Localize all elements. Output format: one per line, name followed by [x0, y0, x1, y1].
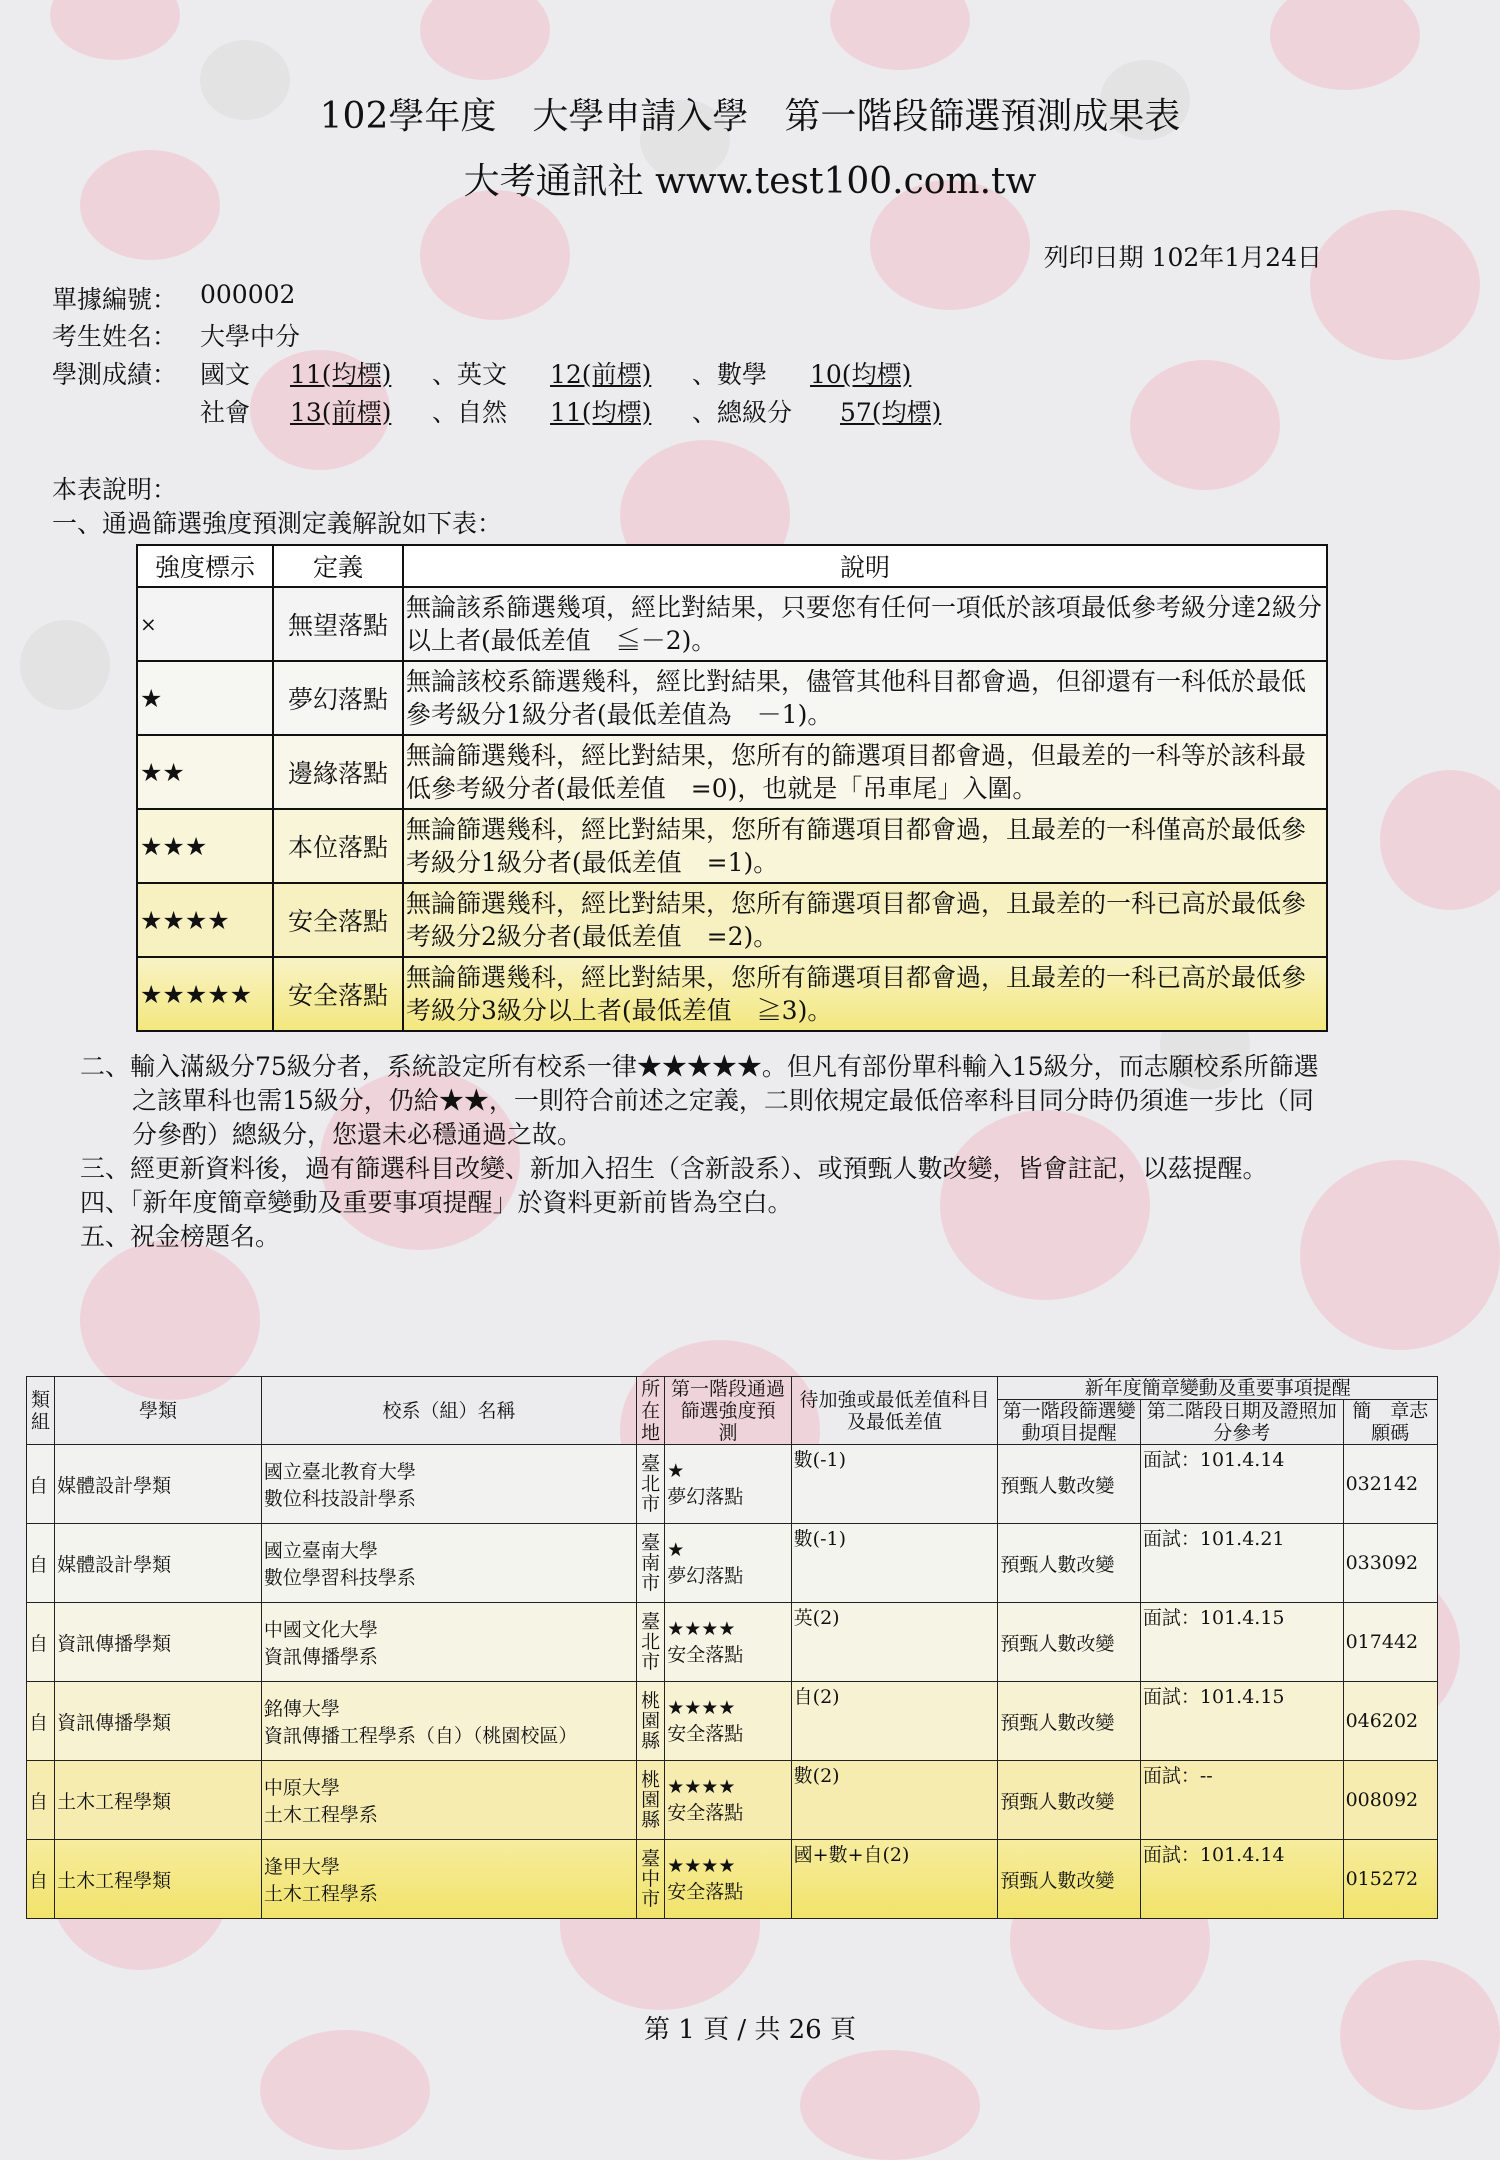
legend-row: [137, 883, 1327, 957]
cell-stars: ★: [667, 1459, 685, 1482]
explanation-item-3: 三、經更新資料後，過有篩選科目改變、新加入招生（含新設系）、或預甄人數改變，皆會註記，以茲提醒。: [80, 1154, 1268, 1183]
cell-group: 土木工程學類: [55, 1840, 262, 1919]
score-subject: 、自然: [432, 398, 508, 427]
strength-legend-table: [136, 544, 1328, 1032]
cell-pending: 自(2): [791, 1682, 998, 1761]
explanation-heading: 本表說明：: [52, 475, 178, 504]
cell-group: 資訊傳播學類: [55, 1682, 262, 1761]
cell-dept: [261, 1682, 636, 1761]
cell-school: 中國文化大學: [263, 1619, 378, 1641]
col-header-dept: 校系（組）名稱: [261, 1377, 636, 1445]
legend-row: [137, 587, 1327, 661]
cell-change: 預甄人數改變: [998, 1840, 1141, 1919]
cell-type: 自: [27, 1524, 55, 1603]
report-subtitle: 大考通訊社 www.test100.com.tw: [463, 161, 1037, 202]
cell-stars: ★★★★: [667, 1854, 736, 1877]
legend-definition: 夢幻落點: [273, 661, 403, 735]
score-subject: 國文: [200, 360, 251, 389]
cell-change: 預甄人數改變: [998, 1524, 1141, 1603]
cell-strength-label: 夢幻落點: [667, 1564, 744, 1587]
cell-code: 046202: [1343, 1682, 1437, 1761]
cell-dept-name: 土木工程學系: [263, 1883, 378, 1905]
cell-strength: [665, 1761, 791, 1840]
legend-row: [137, 809, 1327, 883]
cell-pending: 數(-1): [791, 1445, 998, 1524]
explanation-item-4: 四、「新年度簡章變動及重要事項提醒」於資料更新前皆為空白。: [80, 1188, 793, 1217]
score-subject: 、英文: [432, 360, 508, 389]
legend-description: 無論篩選幾科，經比對結果，您所有篩選項目都會過，且最差的一科已高於最低參考級分3級分以上者(最低差值 ≧3)。: [403, 957, 1327, 1031]
cell-date: 面試：101.4.14: [1140, 1840, 1343, 1919]
cell-pending: 國+數+自(2): [791, 1840, 998, 1919]
cell-group: 媒體設計學類: [55, 1524, 262, 1603]
cell-stars: ★: [667, 1538, 685, 1561]
cell-strength: [665, 1840, 791, 1919]
legend-definition: 無望落點: [273, 587, 403, 661]
cell-school: 銘傳大學: [263, 1698, 340, 1720]
cell-stars: ★★★★: [667, 1696, 736, 1719]
cell-loc: 臺北市: [637, 1603, 665, 1682]
cell-loc: 臺南市: [637, 1524, 665, 1603]
legend-definition: 安全落點: [273, 957, 403, 1031]
explanation-item-1: 一、通過篩選強度預測定義解說如下表：: [52, 509, 503, 538]
explanation-notes: [80, 1050, 1330, 1254]
cell-change: 預甄人數改變: [998, 1761, 1141, 1840]
cell-code: 017442: [1343, 1603, 1437, 1682]
legend-description: 無論該系篩選幾項，經比對結果，只要您有任何一項低於該項最低參考級分達2級分以上者(最低差值 ≦－2)。: [403, 587, 1327, 661]
table-row: [27, 1524, 1438, 1603]
name-label: 考生姓名：: [52, 322, 178, 351]
department-list-table: [26, 1376, 1438, 1919]
cell-date: 面試：101.4.14: [1140, 1445, 1343, 1524]
legend-description: 無論篩選幾科，經比對結果，您所有篩選項目都會過，且最差的一科僅高於最低參考級分1級分者(最低差值 =1)。: [403, 809, 1327, 883]
cell-strength-label: 安全落點: [667, 1722, 744, 1745]
cell-type: 自: [27, 1445, 55, 1524]
legend-description: 無論該校系篩選幾科，經比對結果，儘管其他科目都會過，但卻還有一科低於最低參考級分1級分者(最低差值為 －1)。: [403, 661, 1327, 735]
table-row: [27, 1603, 1438, 1682]
cell-pending: 數(2): [791, 1761, 998, 1840]
legend-header-description: 說明: [403, 545, 1327, 587]
score-value: 57(均標): [840, 398, 942, 427]
cell-pending: 英(2): [791, 1603, 998, 1682]
legend-definition: 安全落點: [273, 883, 403, 957]
cell-group: 土木工程學類: [55, 1761, 262, 1840]
cell-school: 國立臺南大學: [263, 1540, 378, 1562]
legend-row: [137, 735, 1327, 809]
cell-code: 015272: [1343, 1840, 1437, 1919]
col-header-pending: 待加強或最低差值科目及最低差值: [791, 1377, 998, 1445]
col-header-group: 學類: [55, 1377, 262, 1445]
col-header-notice-2: 第二階段日期及證照加分參考: [1140, 1400, 1343, 1445]
score-subject: 社會: [200, 398, 251, 427]
legend-definition: 本位落點: [273, 809, 403, 883]
page-number: 第 1 頁 / 共 26 頁: [644, 2015, 856, 2045]
score-subject: 、數學: [692, 360, 768, 389]
cell-dept: [261, 1445, 636, 1524]
table-row: [27, 1840, 1438, 1919]
score-value: 11(均標): [290, 360, 392, 389]
cell-dept-name: 數位科技設計學系: [263, 1488, 416, 1510]
cell-school: 國立臺北教育大學: [263, 1461, 416, 1483]
legend-mark: ★★★★★: [137, 957, 273, 1031]
cell-type: 自: [27, 1761, 55, 1840]
score-subject: 、總級分: [692, 398, 793, 427]
col-header-type: 類組: [27, 1377, 55, 1445]
cell-change: 預甄人數改變: [998, 1603, 1141, 1682]
cell-date: 面試：101.4.15: [1140, 1603, 1343, 1682]
cell-school: 中原大學: [263, 1777, 340, 1799]
cell-strength-label: 安全落點: [667, 1643, 744, 1666]
cell-loc: 臺中市: [637, 1840, 665, 1919]
print-date: 列印日期 102年1月24日: [1043, 243, 1322, 272]
legend-mark: ×: [137, 587, 273, 661]
cell-dept: [261, 1840, 636, 1919]
explanation-item-5: 五、祝金榜題名。: [80, 1222, 281, 1251]
cell-date: 面試：--: [1140, 1761, 1343, 1840]
legend-description: 無論篩選幾科，經比對結果，您所有的篩選項目都會過，但最差的一科等於該科最低參考級分者(最低差值 =0)，也就是「吊車尾」入圍。: [403, 735, 1327, 809]
cell-group: 媒體設計學類: [55, 1445, 262, 1524]
legend-definition: 邊緣落點: [273, 735, 403, 809]
cell-pending: 數(-1): [791, 1524, 998, 1603]
cell-dept: [261, 1524, 636, 1603]
legend-mark: ★★: [137, 735, 273, 809]
cell-dept: [261, 1761, 636, 1840]
score-value: 10(均標): [810, 360, 912, 389]
cell-strength: [665, 1524, 791, 1603]
cell-loc: 桃園縣: [637, 1761, 665, 1840]
cell-dept-name: 資訊傳播學系: [263, 1646, 378, 1668]
col-header-notice: 新年度簡章變動及重要事項提醒: [998, 1377, 1438, 1400]
col-header-strength: 第一階段通過篩選強度預 測: [665, 1377, 791, 1445]
cell-dept-name: 數位學習科技學系: [263, 1567, 416, 1589]
cell-code: 032142: [1343, 1445, 1437, 1524]
cell-stars: ★★★★: [667, 1617, 736, 1640]
cell-group: 資訊傳播學類: [55, 1603, 262, 1682]
explanation-item-2: 二、輸入滿級分75級分者，系統設定所有校系一律★★★★★。但凡有部份單科輸入15級分，而志願校系所篩選之該單科也需15級分，仍給★★，一則符合前述之定義，二則依規定最低倍率科目同分時仍須進一步比（同分參酌）總級分，您還未必穩通過之故。: [80, 1052, 1319, 1149]
cell-dept: [261, 1603, 636, 1682]
table-row: [27, 1761, 1438, 1840]
cell-dept-name: 土木工程學系: [263, 1804, 378, 1826]
cell-change: 預甄人數改變: [998, 1445, 1141, 1524]
cell-strength-label: 安全落點: [667, 1801, 744, 1824]
cell-strength: [665, 1445, 791, 1524]
id-value: 000002: [200, 280, 296, 309]
cell-type: 自: [27, 1682, 55, 1761]
legend-row: [137, 661, 1327, 735]
cell-code: 033092: [1343, 1524, 1437, 1603]
score-value: 11(均標): [550, 398, 652, 427]
cell-type: 自: [27, 1603, 55, 1682]
id-label: 單據編號：: [52, 285, 178, 314]
legend-header-definition: 定義: [273, 545, 403, 587]
table-row: [27, 1445, 1438, 1524]
score-value: 13(前標): [290, 398, 392, 427]
cell-loc: 臺北市: [637, 1445, 665, 1524]
legend-mark: ★★★: [137, 809, 273, 883]
cell-change: 預甄人數改變: [998, 1682, 1141, 1761]
cell-type: 自: [27, 1840, 55, 1919]
name-value: 大學中分: [200, 322, 301, 351]
cell-strength: [665, 1603, 791, 1682]
legend-header-mark: 強度標示: [137, 545, 273, 587]
cell-date: 面試：101.4.21: [1140, 1524, 1343, 1603]
cell-school: 逢甲大學: [263, 1856, 340, 1878]
score-value: 12(前標): [550, 360, 652, 389]
report-title: 102學年度 大學申請入學 第一階段篩選預測成果表: [319, 96, 1181, 137]
legend-mark: ★★★★: [137, 883, 273, 957]
legend-mark: ★: [137, 661, 273, 735]
cell-loc: 桃園縣: [637, 1682, 665, 1761]
table-row: [27, 1682, 1438, 1761]
cell-strength: [665, 1682, 791, 1761]
score-label: 學測成績：: [52, 360, 178, 389]
cell-dept-name: 資訊傳播工程學系（自）（桃園校區）: [263, 1725, 578, 1747]
col-header-loc: 所在地: [637, 1377, 665, 1445]
cell-stars: ★★★★: [667, 1775, 736, 1798]
col-header-notice-1: 第一階段篩選變動項目提醒: [998, 1400, 1141, 1445]
col-header-code: 簡 章志願碼: [1343, 1400, 1437, 1445]
cell-strength-label: 安全落點: [667, 1880, 744, 1903]
legend-row: [137, 957, 1327, 1031]
legend-description: 無論篩選幾科，經比對結果，您所有篩選項目都會過，且最差的一科已高於最低參考級分2級分者(最低差值 =2)。: [403, 883, 1327, 957]
cell-date: 面試：101.4.15: [1140, 1682, 1343, 1761]
cell-code: 008092: [1343, 1761, 1437, 1840]
cell-strength-label: 夢幻落點: [667, 1485, 744, 1508]
